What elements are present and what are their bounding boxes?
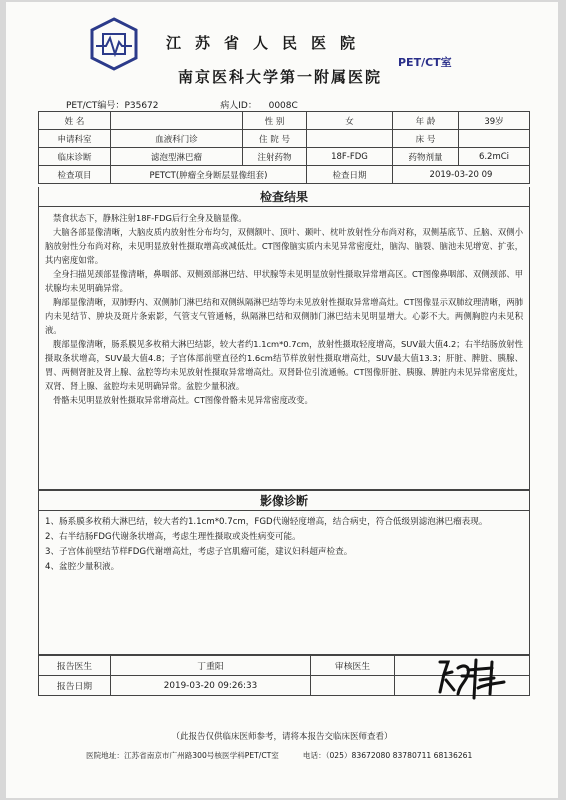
report-ids <box>66 98 298 111</box>
findings-body <box>39 207 529 407</box>
bed-no-value <box>459 130 530 148</box>
age-label: 年 龄 <box>393 112 459 130</box>
footer-note: （此报告仅供临床医师参考，请将本报告交临床医师查看） <box>171 732 393 742</box>
findings-paragraph: 禁食状态下，静脉注射18F-FDG后行全身及脑显像。 <box>53 213 247 223</box>
dept-value: 血液科门诊 <box>111 130 243 148</box>
dose-label: 药物剂量 <box>393 148 459 166</box>
findings-paragraph: 全身扫描见颈部显像清晰，鼻咽部、双侧颈部淋巴结、甲状腺等未见明显放射性摄取异常增高区。CT图像鼻咽部、双侧颈部、甲状腺均未见明确异常。 <box>45 269 523 293</box>
sex-label: 性 别 <box>243 112 307 130</box>
sex-value: 女 <box>307 112 393 130</box>
reviewer-label: 审核医生 <box>311 656 395 676</box>
report-doctor-value: 丁重阳 <box>111 656 311 676</box>
diagnosis-item: 2、右半结肠FDG代谢条状增高，考虑生理性摄取或炎性病变可能。 <box>45 532 301 542</box>
findings-section <box>38 187 530 490</box>
diagnosis-section <box>38 490 530 655</box>
dose-value: 6.2mCi <box>459 148 530 166</box>
drug-label: 注射药物 <box>243 148 307 166</box>
age-value: 39岁 <box>459 112 530 130</box>
diagnosis-item: 4、盆腔少量积液。 <box>45 562 120 572</box>
patient-id-label: 病人ID： <box>220 101 257 111</box>
inpatient-no-value <box>307 130 393 148</box>
exam-item-label: 检查项目 <box>39 166 111 184</box>
findings-paragraph: 大脑各部显像清晰，大脑皮质内放射性分布均匀，双侧额叶、顶叶、颞叶、枕叶放射性分布尚对称，双侧基底节、丘脑、双侧小脑放射性分布尚对称，未见明显放射性摄取增高或减低灶。CT图像脑实质内未见异常密度灶，脑沟、脑裂、脑池未见增宽、扩张，其内密度如常。 <box>45 227 523 265</box>
bed-no-label: 床 号 <box>393 130 459 148</box>
patient-id-value: 0008C <box>268 101 298 111</box>
petct-no-label: PET/CT编号： <box>66 101 125 111</box>
drug-value: 18F-FDG <box>307 148 393 166</box>
report-date-label: 报告日期 <box>39 676 111 696</box>
diagnosis-body <box>39 511 529 575</box>
clinical-diagnosis-value: 滤泡型淋巴瘤 <box>111 148 243 166</box>
report-paper <box>6 2 558 798</box>
diagnosis-title: 影像诊断 <box>39 491 529 511</box>
name-label: 姓 名 <box>39 112 111 130</box>
dept-label: 申请科室 <box>39 130 111 148</box>
hospital-name: 江苏省人民医院 <box>166 34 370 52</box>
report-date-value: 2019-03-20 09:26:33 <box>111 676 311 696</box>
exam-date-label: 检查日期 <box>307 166 393 184</box>
report-doctor-label: 报告医生 <box>39 656 111 676</box>
diagnosis-item: 1、肠系膜多枚稍大淋巴结，较大者约1.1cm*0.7cm，FGD代谢轻度增高，结合病史，符合低级别滤泡淋巴瘤表现。 <box>45 517 488 527</box>
hospital-logo <box>86 16 142 72</box>
department-label: PET/CT室 <box>398 56 452 69</box>
diagnosis-item: 3、子宫体前壁结节样FDG代谢增高灶，考虑子宫肌瘤可能，建议妇科超声检查。 <box>45 547 353 557</box>
exam-item-value: PETCT(肿瘤全身断层显像组套) <box>111 166 307 184</box>
handwritten-signature <box>434 654 512 700</box>
findings-paragraph: 胸部显像清晰，双肺野内、双侧肺门淋巴结和双侧纵隔淋巴结等均未见放射性摄取异常增高灶。CT图像显示双肺纹理清晰，两肺内未见结节、肿块及斑片条索影，气管支气管通畅，纵隔淋巴结和双侧肺门淋巴结未见明显增大。心影不大。两侧胸腔内未见积液。 <box>45 297 523 335</box>
findings-title: 检查结果 <box>39 187 529 207</box>
hospital-phone: 电话：（025）83672080 83780711 68136261 <box>302 751 473 760</box>
clinical-diagnosis-label: 临床诊断 <box>39 148 111 166</box>
petct-no-value: P35672 <box>124 101 159 111</box>
findings-paragraph: 骨骼未见明显放射性摄取异常增高灶。CT图像骨骼未见异常密度改变。 <box>53 395 313 405</box>
hospital-address: 医院地址：江苏省南京市广州路300号核医学科PET/CT室 <box>86 751 279 760</box>
name-value <box>111 112 243 130</box>
findings-paragraph: 腹部显像清晰，肠系膜见多枚稍大淋巴结影，较大者约1.1cm*0.7cm，放射性摄取轻度增高，SUV最大值4.2；右半结肠放射性摄取条状增高，SUV最大值4.8；子宫体部前壁直径约1.6cm结节样放射性摄取增高灶，SUV最大值13.3；肝脏、脾脏、胰腺、胃、两侧肾脏及肾上腺、盆腔等均未见放射性摄取异常增高灶。双肾卧位引流通畅。CT图像肝脏、胰腺、脾脏内未见异常密度灶，双肾、肾上腺、盆腔均未见明确异常。盆腔少量积液。 <box>45 339 523 391</box>
exam-date-value: 2019-03-20 09 <box>393 166 530 184</box>
blank-cell <box>311 676 395 696</box>
inpatient-no-label: 住 院 号 <box>243 130 307 148</box>
footer-address-line <box>86 750 472 761</box>
hospital-name-secondary: 南京医科大学第一附属医院 <box>178 68 383 86</box>
patient-info-table <box>38 111 530 184</box>
